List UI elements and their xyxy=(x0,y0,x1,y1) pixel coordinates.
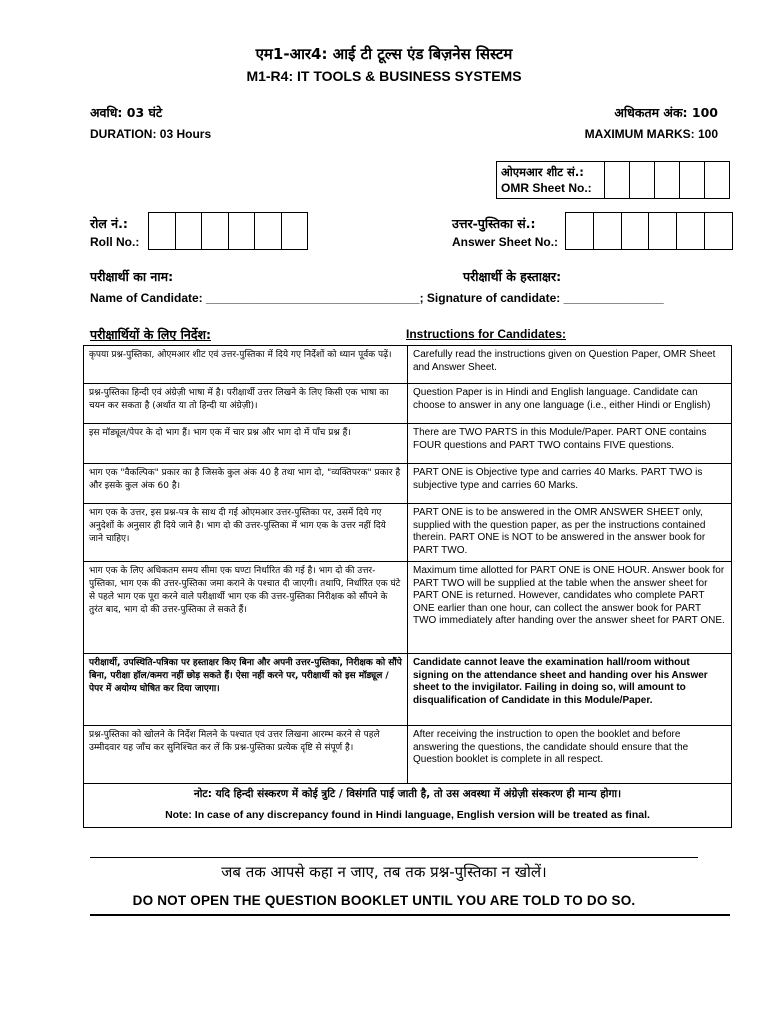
instruction-english: Candidate cannot leave the examination hall/room without signing on the attendance sheet and handing over his Answer sheet to the invigilator. Failing in doing so, will amount to disqualification of Candidate in this Module/Paper. xyxy=(408,654,732,726)
instruction-english: PART ONE is to be answered in the OMR ANSWER SHEET only, supplied with the question paper, as per the instructions contained therein. PART ONE is NOT to be answered in the answer book for PART TWO. xyxy=(408,504,732,562)
roll-number-label-english: Roll No.: xyxy=(90,235,140,249)
answer-sheet-digit-cell[interactable] xyxy=(621,213,649,249)
candidate-name-label-hindi: परीक्षार्थी का नाम: xyxy=(90,269,174,284)
title-hindi: एम1-आर4: आई टी टूल्स एंड बिज़नेस सिस्टम xyxy=(255,45,513,63)
instruction-row xyxy=(84,726,732,784)
do-not-open-warning-english: DO NOT OPEN THE QUESTION BOOKLET UNTIL YOU ARE TOLD TO DO SO. xyxy=(132,893,636,908)
answer-sheet-label-hindi: उत्तर-पुस्तिका सं.: xyxy=(452,216,536,231)
instruction-row xyxy=(84,424,732,464)
candidate-signature-label-hindi: परीक्षार्थी के हस्ताक्षर: xyxy=(463,269,562,284)
candidate-name-signature-line[interactable]: Name of Candidate: ________________________________; Signature of candidate: _______________ xyxy=(90,291,664,305)
instruction-hindi: भाग एक के उत्तर, इस प्रश्न-पत्र के साथ दी गई ओएमआर उत्तर-पुस्तिका पर, उसमें दिये गए अनुदेशों के अनुसार ही दिये जाने है। भाग दो की उत्तर-पुस्तिका में भाग एक के उत्तर नहीं दिये जाने चाहिए। xyxy=(84,504,408,562)
answer-sheet-digit-cell[interactable] xyxy=(566,213,593,249)
omr-digit-cell[interactable] xyxy=(679,162,704,198)
instruction-row xyxy=(84,346,732,384)
max-marks-hindi: अधिकतम अंक: 100 xyxy=(614,105,718,120)
instruction-row xyxy=(84,654,732,726)
instruction-hindi: प्रश्न-पुस्तिका को खोलने के निर्देश मिलने के पश्चात एवं उत्तर लिखना आरम्भ करने से पहले उम्मीदवार यह जाँच कर सुनिश्चित कर लें कि प्रश्न-पुस्तिका प्रत्येक दृष्टि से संपूर्ण है। xyxy=(84,726,408,784)
instructions-heading-english: Instructions for Candidates: xyxy=(406,327,567,341)
instruction-english: Carefully read the instructions given on Question Paper, OMR Sheet and Answer Sheet. xyxy=(408,346,732,384)
divider-bottom xyxy=(90,914,730,916)
instructions-heading-hindi: परीक्षार्थियों के लिए निर्देश: xyxy=(90,327,211,342)
roll-digit-cell[interactable] xyxy=(254,213,281,249)
roll-number-boxes xyxy=(148,212,308,250)
omr-digit-cell[interactable] xyxy=(629,162,654,198)
answer-sheet-label-english: Answer Sheet No.: xyxy=(452,235,559,249)
roll-number-label-hindi: रोल नं.: xyxy=(90,216,128,231)
discrepancy-note-english: Note: In case of any discrepancy found in Hindi language, English version will be treated as final. xyxy=(165,808,650,821)
omr-sheet-digit-cells xyxy=(605,162,729,198)
max-marks-english: MAXIMUM MARKS: 100 xyxy=(584,127,718,141)
instruction-hindi: इस मॉड्यूल/पेपर के दो भाग हैं। भाग एक में चार प्रश्न और भाग दो में पाँच प्रश्न हैं। xyxy=(84,424,408,464)
omr-sheet-label xyxy=(497,162,605,198)
instructions-table xyxy=(83,345,732,828)
roll-digit-cell[interactable] xyxy=(228,213,255,249)
instruction-hindi: भाग एक के लिए अधिकतम समय सीमा एक घण्टा निर्धारित की गई है। भाग दो की उत्तर-पुस्तिका, भाग एक की उत्तर-पुस्तिका जमा कराने के पश्चात दी जाएगी। तथापि, निर्धारित एक घंटे से पहले भाग एक पूरा करने वाले परीक्षार्थी भाग एक की उत्तर-पुस्तिका निरीक्षक को सौंपने के तुरंत बाद, भाग दो की उत्तर-पुस्तिका ले सकते हैं। xyxy=(84,562,408,654)
divider-top xyxy=(90,857,698,858)
instruction-english: There are TWO PARTS in this Module/Paper. PART ONE contains FOUR questions and PART TWO contains FIVE questions. xyxy=(408,424,732,464)
answer-sheet-digit-cell[interactable] xyxy=(704,213,732,249)
instruction-english: Question Paper is in Hindi and English language. Candidate can choose to answer in any one language (i.e., either Hindi or English) xyxy=(408,384,732,424)
instruction-hindi: परीक्षार्थी, उपस्थिति-पत्रिका पर हस्ताक्षर किए बिना और अपनी उत्तर-पुस्तिका, निरीक्षक को सौंपे बिना, परीक्षा हॉल/कमरा नहीं छोड़ सकते हैं। ऐसा नहीं करने पर, परीक्षार्थी को इस मॉड्यूल / पेपर में अयोग्य घोषित कर दिया जाएगा। xyxy=(84,654,408,726)
omr-digit-cell[interactable] xyxy=(605,162,629,198)
answer-sheet-digit-cell[interactable] xyxy=(648,213,676,249)
omr-sheet-label-hindi: ओएमआर शीट सं.: xyxy=(501,165,584,179)
do-not-open-warning-hindi: जब तक आपसे कहा न जाए, तब तक प्रश्न-पुस्तिका न खोलें। xyxy=(221,863,547,881)
omr-sheet-number-box[interactable] xyxy=(496,161,730,199)
answer-sheet-digit-cell[interactable] xyxy=(593,213,621,249)
instruction-row xyxy=(84,562,732,654)
instruction-row xyxy=(84,384,732,424)
instruction-hindi: कृपया प्रश्न-पुस्तिका, ओएमआर शीट एवं उत्तर-पुस्तिका में दिये गए निर्देशों को ध्यान पूर्वक पढ़ें। xyxy=(84,346,408,384)
discrepancy-note xyxy=(84,784,732,828)
title-english: M1-R4: IT TOOLS & BUSINESS SYSTEMS xyxy=(246,68,522,84)
instruction-english: Maximum time allotted for PART ONE is ONE HOUR. Answer book for PART TWO will be supplied at the table when the answer sheet for PART ONE is returned. However, candidates who complete PART ONE earlier than one hour, can collect the answer book for PART TWO immediately after handing over the answer sheet for PART ONE. xyxy=(408,562,732,654)
answer-sheet-digit-cell[interactable] xyxy=(676,213,704,249)
note-row xyxy=(84,784,732,828)
roll-digit-cell[interactable] xyxy=(175,213,202,249)
instruction-row xyxy=(84,464,732,504)
discrepancy-note-hindi: नोट: यदि हिन्दी संस्करण में कोई त्रुटि / विसंगति पाई जाती है, तो उस अवस्था में अंग्रेज़ी संस्करण ही मान्य होगा। xyxy=(193,788,622,800)
answer-sheet-number-boxes xyxy=(565,212,733,250)
roll-digit-cell[interactable] xyxy=(149,213,175,249)
roll-digit-cell[interactable] xyxy=(281,213,308,249)
omr-sheet-label-english: OMR Sheet No.: xyxy=(501,181,592,195)
instruction-hindi: प्रश्न-पुस्तिका हिन्दी एवं अंग्रेज़ी भाषा में है। परीक्षार्थी उत्तर लिखने के लिए किसी एक भाषा का चयन कर सकता है (अर्थात या तो हिन्दी या अंग्रेज़ी)। xyxy=(84,384,408,424)
omr-digit-cell[interactable] xyxy=(704,162,729,198)
instruction-hindi: भाग एक "वैकल्पिक" प्रकार का है जिसके कुल अंक 40 है तथा भाग दो, "व्यक्तिपरक" प्रकार है और इसके कुल अंक 60 है। xyxy=(84,464,408,504)
omr-digit-cell[interactable] xyxy=(654,162,679,198)
duration-hindi: अवधि: 03 घंटे xyxy=(90,105,163,120)
roll-digit-cell[interactable] xyxy=(201,213,228,249)
instruction-english: After receiving the instruction to open the booklet and before answering the questions, the candidate should ensure that the Question booklet is complete in all respect. xyxy=(408,726,732,784)
instruction-english: PART ONE is Objective type and carries 40 Marks. PART TWO is subjective type and carries 60 Marks. xyxy=(408,464,732,504)
instruction-row xyxy=(84,504,732,562)
duration-english: DURATION: 03 Hours xyxy=(90,127,212,141)
